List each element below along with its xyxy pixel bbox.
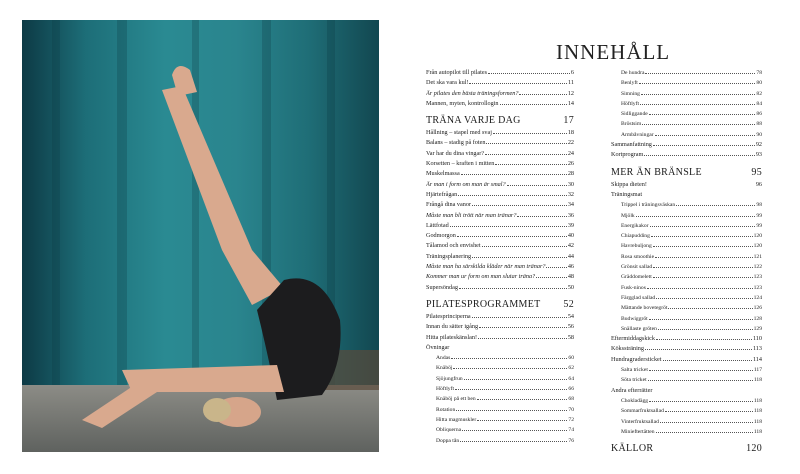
toc-page-number: 28 <box>567 170 574 178</box>
toc-page-number: 126 <box>753 305 762 312</box>
toc-leader-dots <box>653 145 755 146</box>
toc-entry <box>611 68 762 78</box>
page-title: INNEHÅLL <box>556 40 671 64</box>
toc-entry <box>611 417 762 427</box>
toc-page-number: 120 <box>753 233 762 240</box>
toc-entry-title: Sammanfattning <box>611 141 652 149</box>
toc-leader-dots <box>485 154 567 155</box>
toc-entry-title: Simning <box>621 90 640 97</box>
toc-leader-dots <box>519 94 566 95</box>
toc-page-number: 32 <box>567 190 574 198</box>
toc-entry <box>611 211 762 221</box>
toc-entry-title: Kökssträning <box>611 345 644 353</box>
toc-page-number: 48 <box>567 273 574 281</box>
toc-entry-title: PILATESPROGRAMMET <box>426 298 541 310</box>
toc-page-number: 118 <box>753 397 762 404</box>
toc-entry-title: Måste man ha särskilda kläder när man tränar? <box>426 263 546 271</box>
toc-page-number: 70 <box>568 406 574 413</box>
toc-entry <box>611 109 762 119</box>
toc-page-number: 128 <box>753 315 762 322</box>
toc-page-number: 86 <box>756 111 762 118</box>
toc-leader-dots <box>461 174 567 175</box>
toc-leader-dots <box>658 329 753 330</box>
toc-entry-title: Var har du dina vingar? <box>426 149 485 157</box>
toc-leader-dots <box>676 205 755 206</box>
toc-entry-title: Färgglad sallad <box>621 294 656 301</box>
toc-page-number: 99 <box>756 222 762 229</box>
toc-leader-dots <box>488 73 570 74</box>
toc-page-number: 50 <box>567 283 574 291</box>
toc-page-number: 64 <box>568 375 574 382</box>
toc-leader-dots <box>477 399 568 400</box>
toc-entry-title: Chiapudding <box>621 233 650 240</box>
toc-entry <box>426 272 574 282</box>
toc-leader-dots <box>642 124 755 125</box>
toc-entry <box>611 140 762 150</box>
toc-entry <box>611 89 762 99</box>
toc-entry-title: Övningar <box>426 343 450 351</box>
toc-page-number: 6 <box>570 69 574 76</box>
toc-entry <box>426 384 574 394</box>
toc-page-number: 34 <box>567 201 574 209</box>
toc-entry <box>426 394 574 404</box>
toc-page-number: 66 <box>568 386 574 393</box>
toc-page-number: 56 <box>567 323 574 331</box>
toc-entry <box>426 128 574 138</box>
toc-page-number: 11 <box>568 79 574 87</box>
toc-entry-title: Träningsplanering <box>426 252 472 260</box>
toc-page-number: 24 <box>567 149 574 157</box>
toc-entry-title: KÄLLOR <box>611 443 654 455</box>
toc-entry-title: Höftlyft <box>621 100 640 107</box>
toc-leader-dots <box>665 411 753 412</box>
toc-leader-dots <box>655 135 756 136</box>
toc-entry-title: Kortprogram <box>611 151 644 159</box>
toc-entry-title: Tålamod och envishet <box>426 242 481 250</box>
toc-entry-title: Rotation <box>436 406 456 413</box>
toc-entry <box>611 344 762 354</box>
toc-entry <box>426 436 574 446</box>
toc-page-number: 44 <box>567 252 574 260</box>
toc-page-number: 40 <box>567 232 574 240</box>
toc-entry-title: Sommarfruktsallad <box>621 408 664 415</box>
toc-entry <box>426 169 574 179</box>
toc-leader-dots <box>546 267 566 268</box>
toc-entry <box>611 386 762 396</box>
toc-entry <box>611 272 762 282</box>
toc-entry <box>426 405 574 415</box>
toc-entry-title: Sidliggande <box>621 111 648 118</box>
toc-entry-title: Grönsit sallad <box>621 264 653 271</box>
toc-leader-dots <box>460 441 567 442</box>
toc-entry-title: Höftlyft <box>436 386 455 393</box>
toc-entry-title: Eftermiddagskick <box>611 335 655 343</box>
toc-page-number: 76 <box>568 437 574 444</box>
toc-entry-title: Innan du sätter igång <box>426 323 479 331</box>
toc-entry <box>611 365 762 375</box>
toc-page-number: 52 <box>563 298 574 310</box>
toc-entry <box>611 406 762 416</box>
toc-entry <box>611 283 762 293</box>
toc-entry-title: Balans – stadig på foten <box>426 139 486 147</box>
toc-entry <box>426 221 574 231</box>
toc-leader-dots <box>482 246 567 247</box>
toc-entry <box>426 283 574 293</box>
toc-entry-title: Chokladägg <box>621 397 649 404</box>
toc-leader-dots <box>649 319 753 320</box>
toc-entry-title: Det ska vara kul! <box>426 79 469 87</box>
toc-leader-dots <box>507 185 567 186</box>
toc-entry-title: Snällaste gröten <box>621 325 657 332</box>
toc-page-number: 74 <box>568 427 574 434</box>
toc-page-number: 80 <box>756 80 762 87</box>
toc-section-heading <box>611 166 762 179</box>
toc-entry-title: Budwiggröt <box>621 315 648 322</box>
toc-entry-title: Benlyft <box>621 80 638 87</box>
toc-page-number: 122 <box>753 264 762 271</box>
toc-entry-title: Supersöndag <box>426 283 458 291</box>
toc-entry-title: Hållning – stapel med svaj <box>426 129 492 137</box>
toc-leader-dots <box>641 94 755 95</box>
toc-page-number: 17 <box>563 115 574 127</box>
toc-page-number: 110 <box>752 335 762 343</box>
toc-entry <box>426 312 574 322</box>
toc-entry-title: Andas <box>436 355 451 362</box>
toc-entry-title: Mannen, myten, kontrollogin <box>426 99 499 107</box>
toc-entry-title: Bröstsim <box>621 121 642 128</box>
toc-left-column <box>426 68 574 446</box>
toc-entry <box>611 221 762 231</box>
toc-page-number: 98 <box>756 202 762 209</box>
toc-entry <box>611 241 762 251</box>
toc-page-number: 30 <box>567 180 574 188</box>
toc-page-number: 117 <box>753 367 762 374</box>
toc-entry-title: Kommer man ur form om man slutar träna? <box>426 273 536 281</box>
toc-entry <box>426 231 574 241</box>
toc-leader-dots <box>649 370 753 371</box>
toc-entry-title: Frångå dina vanor <box>426 201 472 209</box>
toc-entry <box>611 78 762 88</box>
toc-entry-title: Hjärtefrågan <box>426 190 458 198</box>
toc-leader-dots <box>636 216 756 217</box>
toc-leader-dots <box>464 379 568 380</box>
toc-entry <box>611 150 762 160</box>
toc-leader-dots <box>455 389 567 390</box>
toc-entry <box>426 322 574 332</box>
toc-entry-title: Hundragradersticket <box>611 355 662 363</box>
floor <box>22 385 379 452</box>
toc-leader-dots <box>472 205 567 206</box>
toc-entry <box>611 252 762 262</box>
toc-entry-title: Salta tricket <box>621 367 648 374</box>
toc-entry-title: Muskelmassa <box>426 170 460 178</box>
toc-page-number: 26 <box>567 160 574 168</box>
toc-page-number: 46 <box>567 263 574 271</box>
toc-page-number: 93 <box>755 151 762 159</box>
toc-page-number: 88 <box>756 121 762 128</box>
toc-entry <box>611 190 762 200</box>
toc-entry <box>426 68 574 78</box>
toc-leader-dots <box>650 226 756 227</box>
toc-leader-dots <box>459 288 567 289</box>
toc-entry <box>426 99 574 109</box>
toc-entry <box>611 231 762 241</box>
toc-page-number: 124 <box>753 294 762 301</box>
toc-entry-title: Hitta magmuskler <box>436 416 477 423</box>
toc-leader-dots <box>517 216 566 217</box>
toc-entry-title: De hundra <box>621 70 645 76</box>
toc-entry-title: Obliquerna <box>436 427 462 434</box>
toc-leader-dots <box>640 104 755 105</box>
toc-entry <box>611 293 762 303</box>
toc-leader-dots <box>653 277 753 278</box>
toc-page-number: 82 <box>756 90 762 97</box>
toc-entry-title: Vinterfruktsallad <box>621 418 659 425</box>
toc-entry <box>611 355 762 365</box>
toc-leader-dots <box>469 83 567 84</box>
toc-entry-title: Minieftertätten <box>621 428 655 435</box>
toc-leader-dots <box>536 277 567 278</box>
toc-entry-title: Sjöjungfrun <box>436 375 463 382</box>
toc-page-number: 120 <box>753 243 762 250</box>
toc-leader-dots <box>656 339 752 340</box>
toc-entry <box>611 200 762 210</box>
toc-entry <box>426 353 574 363</box>
toc-entry <box>611 130 762 140</box>
toc-entry-title: Fusk-ninos <box>621 284 646 291</box>
toc-page-number: 123 <box>753 274 762 281</box>
toc-entry <box>611 314 762 324</box>
toc-page-number: 54 <box>567 312 574 320</box>
toc-page-number: 118 <box>753 377 762 384</box>
toc-entry-title: Lättfotad <box>426 221 449 229</box>
toc-page-number: 118 <box>753 428 762 435</box>
toc-leader-dots <box>451 358 567 359</box>
toc-leader-dots <box>645 73 755 74</box>
toc-leader-dots <box>653 246 753 247</box>
toc-entry-title: Energikakor <box>621 222 649 229</box>
toc-leader-dots <box>453 368 567 369</box>
toc-page-number: 90 <box>756 131 762 138</box>
toc-page-number: 18 <box>567 129 574 137</box>
hair <box>203 398 231 422</box>
toc-leader-dots <box>458 195 567 196</box>
toc-leader-dots <box>648 380 753 381</box>
toc-entry-title: Gräddomelett <box>621 274 652 281</box>
toc-entry-title: Armbåvningar <box>621 131 654 138</box>
toc-entry-title: Mättande bovetegröt <box>621 305 668 312</box>
toc-entry <box>426 363 574 373</box>
toc-page-number: 72 <box>568 416 574 423</box>
toc-section-heading <box>426 114 574 127</box>
toc-page-number: 113 <box>752 345 762 353</box>
toc-leader-dots <box>668 308 752 309</box>
toc-entry-title: Måste man bli trött när man tränar? <box>426 211 517 219</box>
toc-section-heading <box>611 442 762 455</box>
toc-page-number: 99 <box>756 212 762 219</box>
toc-entry <box>426 211 574 221</box>
toc-entry <box>611 375 762 385</box>
toc-page-number: 22 <box>567 139 574 147</box>
toc-leader-dots <box>655 257 753 258</box>
toc-entry <box>611 180 762 190</box>
toc-entry-title: Från autopilot till pilates <box>426 69 488 76</box>
toc-page-number: 58 <box>567 333 574 341</box>
toc-entry <box>611 99 762 109</box>
toc-leader-dots <box>656 298 752 299</box>
toc-entry <box>426 159 574 169</box>
toc-page-number: 114 <box>752 355 762 363</box>
toc-entry-title: Havrebuljong <box>621 243 652 250</box>
toc-entry-title: Rosa smoothie <box>621 253 655 260</box>
toc-page-number: 120 <box>746 443 762 455</box>
toc-leader-dots <box>472 257 567 258</box>
toc-page-number: 121 <box>753 253 762 260</box>
toc-leader-dots <box>647 288 753 289</box>
toc-entry <box>426 200 574 210</box>
toc-page-number: 123 <box>753 284 762 291</box>
toc-page-number: 36 <box>567 211 574 219</box>
toc-page-number: 78 <box>756 70 762 76</box>
toc-entry-title: Knäböj <box>436 365 453 372</box>
toc-entry-title: Mjölk <box>621 212 635 219</box>
toc-leader-dots <box>653 267 752 268</box>
toc-page-number: 12 <box>567 89 574 97</box>
toc-entry-title: Andra efterrätter <box>611 386 653 394</box>
cover-photo-yoga-pose <box>22 20 379 452</box>
toc-entry-title: Pilatesprinciperna <box>426 312 471 320</box>
toc-page-number: 60 <box>568 355 574 362</box>
toc-leader-dots <box>656 432 753 433</box>
toc-leader-dots <box>645 349 752 350</box>
toc-page-number: 118 <box>753 408 762 415</box>
toc-entry <box>426 78 574 88</box>
toc-entry-title: MER ÄN BRÄNSLE <box>611 166 702 178</box>
toc-entry <box>426 343 574 353</box>
toc-leader-dots <box>649 401 753 402</box>
toc-leader-dots <box>450 226 567 227</box>
toc-leader-dots <box>660 422 753 423</box>
toc-leader-dots <box>472 317 567 318</box>
toc-page-number: 68 <box>568 396 574 403</box>
toc-leader-dots <box>457 236 567 237</box>
toc-leader-dots <box>462 430 567 431</box>
toc-entry <box>426 190 574 200</box>
toc-entry-title: Trippel i träningsväskan <box>621 202 676 209</box>
toc-page-number: 42 <box>567 242 574 250</box>
toc-entry-title: Träningsmat <box>611 190 643 198</box>
toc-entry-title: Godmorgon <box>426 232 456 240</box>
toc-page-number: 14 <box>567 99 574 107</box>
toc-entry <box>611 334 762 344</box>
toc-entry <box>426 138 574 148</box>
toc-page-number: 84 <box>756 100 762 107</box>
toc-leader-dots <box>495 164 566 165</box>
toc-entry-title: Är pilates den bästa träningsformen? <box>426 89 519 97</box>
toc-leader-dots <box>500 104 567 105</box>
toc-page-number: 118 <box>753 418 762 425</box>
toc-entry <box>426 374 574 384</box>
toc-page-number: 62 <box>568 365 574 372</box>
toc-section-heading <box>426 298 574 311</box>
toc-page-number: 129 <box>753 325 762 332</box>
toc-entry <box>426 252 574 262</box>
toc-page-number: 95 <box>751 166 762 178</box>
toc-entry-title: Söta tricket <box>621 377 647 384</box>
toc-entry <box>426 89 574 99</box>
toc-entry-title: Knäböj på ett ben <box>436 396 476 403</box>
toc-leader-dots <box>486 143 566 144</box>
toc-entry <box>426 180 574 190</box>
toc-leader-dots <box>644 155 755 156</box>
toc-entry <box>426 241 574 251</box>
toc-entry <box>426 333 574 343</box>
toc-entry <box>426 425 574 435</box>
toc-entry-title: Hitta pilateskänslan! <box>426 333 478 341</box>
toc-leader-dots <box>651 236 753 237</box>
toc-leader-dots <box>639 83 756 84</box>
toc-leader-dots <box>649 114 756 115</box>
toc-entry <box>611 427 762 437</box>
toc-leader-dots <box>477 420 567 421</box>
toc-entry-title: Korsetten – kraften i mitten <box>426 160 495 168</box>
toc-entry <box>611 262 762 272</box>
toc-page-number: 39 <box>567 221 574 229</box>
toc-entry <box>611 324 762 334</box>
toc-entry-title: TRÄNA VARJE DAG <box>426 115 521 127</box>
toc-entry <box>426 262 574 272</box>
toc-page-number: 96 <box>755 180 762 188</box>
toc-leader-dots <box>479 327 567 328</box>
toc-right-column <box>611 68 762 456</box>
toc-entry <box>426 415 574 425</box>
toc-leader-dots <box>663 360 752 361</box>
toc-leader-dots <box>478 338 567 339</box>
toc-entry-title: Doppa tån <box>436 437 460 444</box>
photo-illustration <box>22 20 379 452</box>
toc-entry <box>611 119 762 129</box>
toc-entry <box>611 303 762 313</box>
toc-page-number: 92 <box>755 141 762 149</box>
toc-leader-dots <box>493 133 567 134</box>
toc-leader-dots <box>456 410 567 411</box>
toc-entry-title: Skippa dieten! <box>611 180 647 188</box>
toc-entry-title: Är man i form om man är smal? <box>426 180 506 188</box>
toc-entry <box>426 149 574 159</box>
toc-entry <box>611 396 762 406</box>
